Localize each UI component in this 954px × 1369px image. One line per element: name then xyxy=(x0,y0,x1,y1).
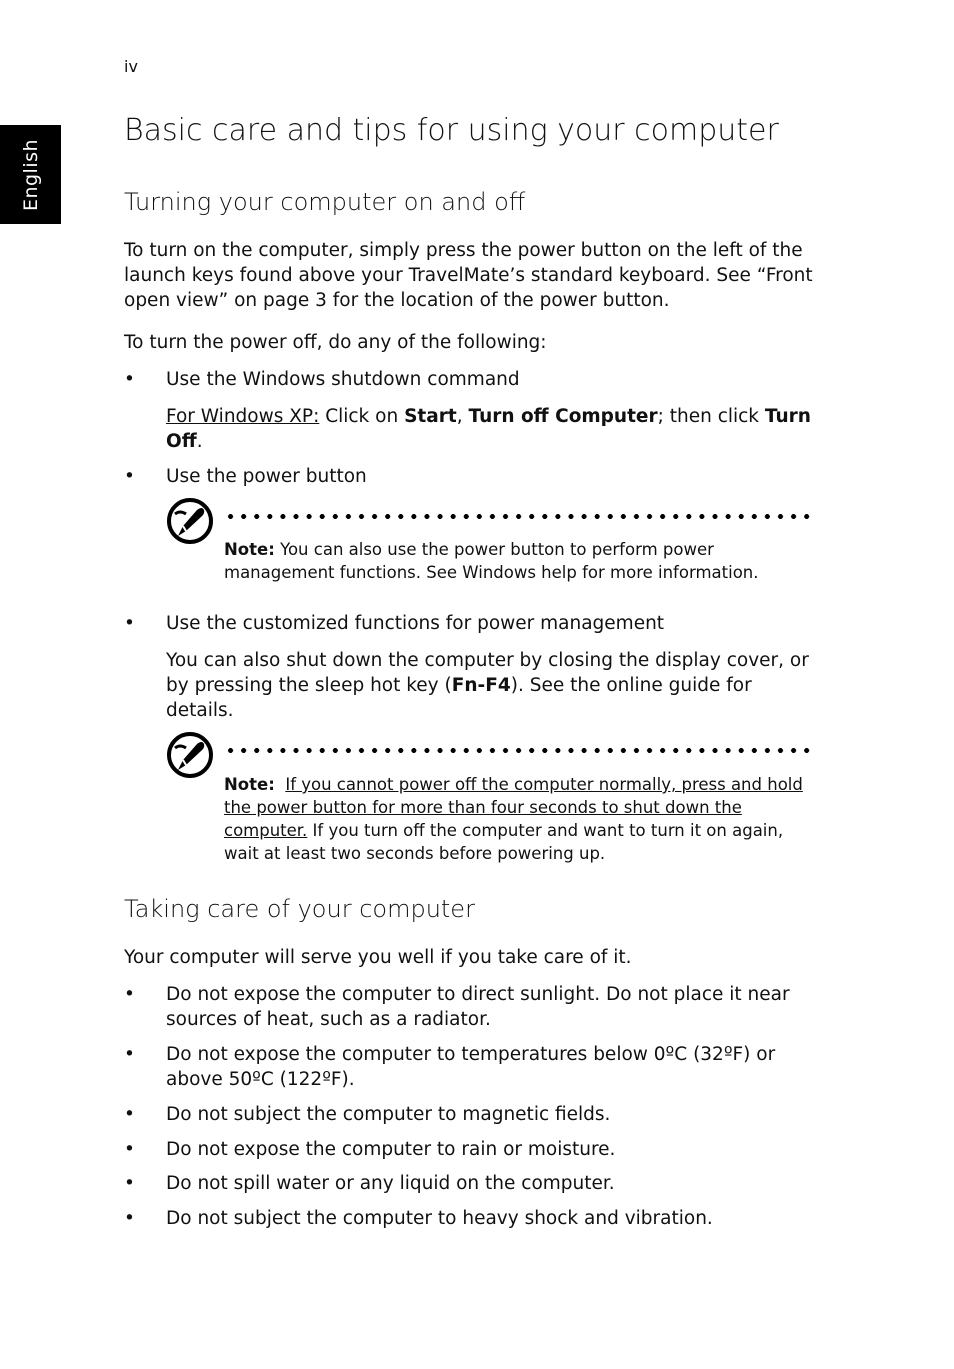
language-tab xyxy=(0,125,61,224)
power-off-lead: To turn the power off, do any of the following: xyxy=(124,332,547,353)
note-pen-icon xyxy=(166,497,214,545)
list-item-text: Use the Windows shutdown command xyxy=(166,369,520,390)
turn-off-computer-label: Turn off Computer xyxy=(468,406,658,427)
note-force-shutdown xyxy=(224,773,814,865)
windows-xp-instructions xyxy=(166,404,814,454)
page-title: Basic care and tips for using your computer xyxy=(124,113,779,148)
turn-off-label: Turn Off xyxy=(166,406,811,452)
note-text: If you turn off the computer and want to turn it on again, wait at least two seconds before powering up. xyxy=(224,821,784,863)
list-item-text: Do not spill water or any liquid on the computer. xyxy=(166,1173,615,1194)
text-run: You can also shut down the computer by closing the display cover, or by pressing the sleep hot key ( xyxy=(166,650,809,696)
bullet-glyph: • xyxy=(124,1139,135,1160)
bullet-glyph: • xyxy=(124,369,135,390)
bullet-glyph: • xyxy=(124,1044,135,1065)
page-number: iv xyxy=(124,57,138,76)
list-item-text: Use the power button xyxy=(166,466,367,487)
text-run: , xyxy=(456,406,469,427)
power-on-paragraph: To turn on the computer, simply press the power button on the left of the launch keys found above your TravelMate’s standard keyboard. See “Front open view” on page 3 for the location of the power button. xyxy=(124,240,813,311)
bullet-glyph: • xyxy=(124,613,135,634)
section-heading-power: Turning your computer on and off xyxy=(124,188,526,216)
note-label: Note: xyxy=(224,540,275,559)
list-item-text: Do not subject the computer to heavy shock and vibration. xyxy=(166,1208,713,1229)
language-tab-label: English xyxy=(19,138,42,211)
hotkey-label: Fn-F4 xyxy=(451,675,511,696)
text-run: ; then click xyxy=(657,406,765,427)
list-item-text: Do not expose the computer to rain or moisture. xyxy=(166,1139,616,1160)
list-item-text: Do not subject the computer to magnetic fields. xyxy=(166,1104,611,1125)
note-text: You can also use the power button to perform power management functions. See Windows help for more information. xyxy=(224,540,759,582)
note-underlined-text: If you cannot power off the computer normally, press and hold the power button for more than four seconds to shut down the computer. xyxy=(224,775,803,840)
note-divider xyxy=(224,748,810,753)
display-cover-paragraph xyxy=(166,648,814,723)
text-run: Click on xyxy=(319,406,405,427)
bullet-glyph: • xyxy=(124,1104,135,1125)
windows-xp-link[interactable]: For Windows XP: xyxy=(166,406,320,427)
text-run: . xyxy=(196,431,203,452)
note-power-button xyxy=(224,538,814,584)
list-item-text: Use the customized functions for power management xyxy=(166,613,665,634)
note-divider xyxy=(224,514,810,519)
bullet-glyph: • xyxy=(124,984,135,1005)
bullet-glyph: • xyxy=(124,1173,135,1194)
bullet-glyph: • xyxy=(124,466,135,487)
start-label: Start xyxy=(404,406,457,427)
list-item-text: Do not expose the computer to temperatures below 0ºC (32ºF) or above 50ºC (122ºF). xyxy=(166,1044,776,1090)
section-heading-care: Taking care of your computer xyxy=(124,895,475,923)
care-intro: Your computer will serve you well if you take care of it. xyxy=(124,947,632,968)
bullet-glyph: • xyxy=(124,1208,135,1229)
note-label: Note: xyxy=(224,775,275,794)
list-item-text: Do not expose the computer to direct sunlight. Do not place it near sources of heat, such as a radiator. xyxy=(166,984,790,1030)
note-pen-icon xyxy=(166,731,214,779)
text-run: ). See the online guide for details. xyxy=(166,675,752,721)
